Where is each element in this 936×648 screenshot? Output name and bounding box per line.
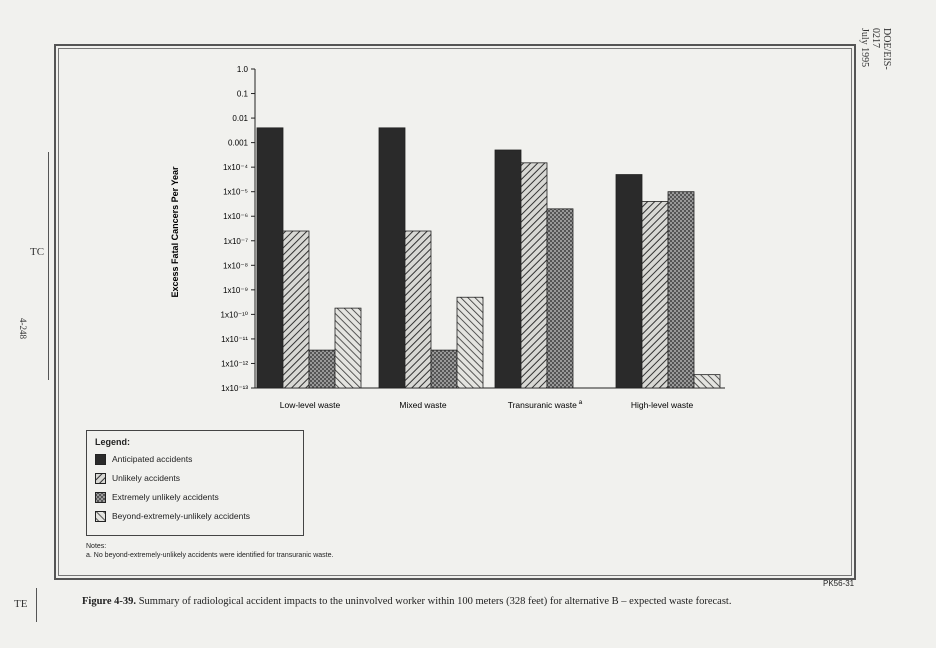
notes bbox=[86, 542, 333, 560]
y-tick-label: 1x10⁻⁵ bbox=[223, 187, 248, 197]
x-tick-label: Mixed waste bbox=[399, 400, 447, 410]
y-tick-label: 0.1 bbox=[236, 89, 248, 99]
x-tick-label: Low-level waste bbox=[279, 400, 341, 410]
x-tick-superscript: a bbox=[576, 399, 583, 406]
legend-item bbox=[95, 510, 250, 522]
y-tick-label: 1x10⁻¹³ bbox=[221, 384, 248, 393]
legend-item bbox=[95, 453, 192, 465]
legend-label: Extremely unlikely accidents bbox=[112, 492, 219, 502]
y-tick-label: 1x10⁻⁷ bbox=[223, 236, 248, 246]
legend-swatch bbox=[95, 492, 106, 503]
bar-unlikely-accidents-0 bbox=[283, 231, 309, 388]
bar-beyond-extremely-unlikely-accidents-3 bbox=[694, 375, 720, 388]
legend-swatch bbox=[95, 473, 106, 484]
legend bbox=[86, 430, 304, 536]
y-tick-label: 0.001 bbox=[227, 138, 248, 148]
legend-label: Anticipated accidents bbox=[112, 454, 193, 464]
legend-swatch-rect bbox=[96, 473, 106, 483]
y-tick-label: 1x10⁻¹⁰ bbox=[220, 310, 248, 320]
bar-extremely-unlikely-accidents-0 bbox=[309, 350, 335, 388]
margin-tc-mark: TC bbox=[30, 246, 45, 258]
legend-item bbox=[95, 491, 219, 503]
bar-beyond-extremely-unlikely-accidents-0 bbox=[335, 308, 361, 388]
bar-anticipated-accidents-3 bbox=[616, 175, 642, 388]
y-tick-label: 1x10⁻⁸ bbox=[223, 261, 248, 271]
bar-extremely-unlikely-accidents-2 bbox=[547, 209, 573, 388]
document-id: DOE/EIS-0217 bbox=[870, 28, 892, 70]
legend-label: Beyond-extremely-unlikely accidents bbox=[112, 511, 250, 521]
document-date: July 1995 bbox=[859, 28, 870, 68]
bar-anticipated-accidents-1 bbox=[379, 128, 405, 388]
bar-unlikely-accidents-1 bbox=[405, 231, 431, 388]
legend-swatch bbox=[95, 511, 106, 522]
notes-title: Notes: bbox=[86, 543, 107, 550]
legend-swatch-rect bbox=[96, 454, 106, 464]
bar-anticipated-accidents-0 bbox=[257, 128, 283, 388]
legend-item bbox=[95, 472, 180, 484]
bar-extremely-unlikely-accidents-3 bbox=[668, 192, 694, 388]
y-axis-label: Excess Fatal Cancers Per Year bbox=[170, 166, 180, 298]
x-tick-label: High-level waste bbox=[630, 400, 694, 410]
y-tick-label: 1.0 bbox=[236, 65, 248, 74]
legend-label: Unlikely accidents bbox=[112, 473, 181, 483]
legend-swatch-rect bbox=[96, 492, 106, 502]
y-tick-label: 1x10⁻⁶ bbox=[223, 212, 248, 222]
bar-extremely-unlikely-accidents-1 bbox=[431, 350, 457, 388]
legend-swatch bbox=[95, 454, 106, 465]
legend-swatch-rect bbox=[96, 511, 106, 521]
caption-label: Figure 4-39. bbox=[82, 596, 137, 607]
bar-anticipated-accidents-2 bbox=[495, 150, 521, 388]
margin-te-mark: TE bbox=[14, 598, 28, 610]
bar-beyond-extremely-unlikely-accidents-1 bbox=[457, 297, 483, 388]
legend-title: Legend: bbox=[95, 437, 130, 447]
x-tick-label: Transuranic waste $^a$ bbox=[507, 399, 583, 410]
bar-unlikely-accidents-2 bbox=[521, 163, 547, 388]
figure-code: PK56-31 bbox=[823, 579, 855, 588]
y-tick-label: 1x10⁻¹² bbox=[221, 359, 248, 369]
page-number: 4-248 bbox=[18, 318, 28, 339]
y-tick-label: 1x10⁻⁹ bbox=[223, 285, 248, 295]
notes-text: a. No beyond-extremely-unlikely accidents were identified for transuranic waste. bbox=[86, 552, 334, 559]
caption-change-bar bbox=[36, 588, 37, 622]
y-tick-label: 1x10⁻⁴ bbox=[222, 163, 248, 173]
y-tick-label: 1x10⁻¹¹ bbox=[221, 334, 248, 344]
y-tick-label: 0.01 bbox=[232, 114, 248, 124]
figure-caption bbox=[82, 596, 852, 608]
caption-text: Summary of radiological accident impacts to the uninvolved worker within 100 meters (328 feet) for alternative B – expected waste forecast. bbox=[138, 596, 732, 607]
bar-unlikely-accidents-3 bbox=[642, 201, 668, 388]
